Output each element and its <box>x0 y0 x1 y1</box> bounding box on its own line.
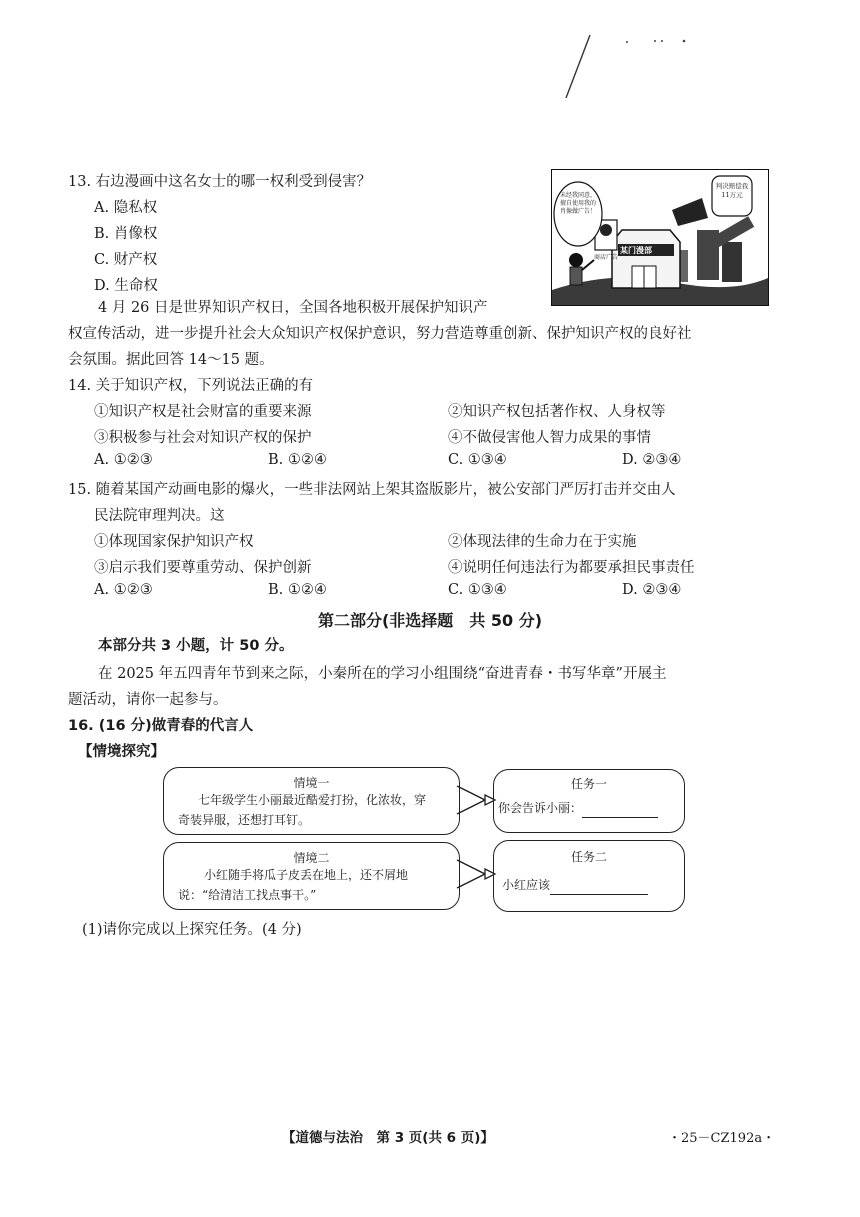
q13-option-b: B. 肖像权 <box>94 226 158 242</box>
part2-intro-2: 题活动，请你一起参与。 <box>68 692 228 708</box>
q15-stem-1: 15. 随着某国产动画电影的爆火，一些非法网站上架其盗版影片，被公安部门严厉打击并交由人 <box>68 482 676 498</box>
q13-option-a: A. 隐私权 <box>94 200 158 216</box>
footer-code: ・25－CZ192a・ <box>668 1131 776 1146</box>
scenario-2-box <box>163 842 460 910</box>
q14-choice-c: C. ①③④ <box>448 452 507 468</box>
part2-heading: 第二部分(非选择题 共 50 分) <box>317 611 543 630</box>
scenario-2-line-2: 说：“给清洁工找点事干。” <box>178 888 317 902</box>
scenario-1-line-2: 奇装异服，还想打耳钉。 <box>178 813 311 827</box>
scenario-1-box <box>163 767 460 835</box>
q15-choice-c: C. ①③④ <box>448 582 507 598</box>
q14-item-3: ③积极参与社会对知识产权的保护 <box>94 430 312 446</box>
q14-item-1: ①知识产权是社会财富的重要来源 <box>94 404 312 420</box>
q13-option-c: C. 财产权 <box>94 252 158 268</box>
part2-note: 本部分共 3 小题，计 50 分。 <box>98 638 294 654</box>
task-2-box <box>493 840 685 912</box>
scenario-2-title: 情境二 <box>293 851 330 865</box>
task-1-box <box>493 769 685 833</box>
q14-stem: 14. 关于知识产权，下列说法正确的有 <box>68 378 314 394</box>
intro-line-3: 会氛围。据此回答 14～15 题。 <box>68 352 274 368</box>
q16-section-label: 【情境探究】 <box>78 744 165 760</box>
q13-cartoon <box>551 169 769 306</box>
cartoon-bubble-left: 未经我同意，擅自使用我的肖像做广告！ <box>560 192 597 215</box>
q14-choice-a: A. ①②③ <box>94 452 153 468</box>
q15-item-4: ④说明任何违法行为都要承担民事责任 <box>448 560 695 576</box>
q14-item-2: ②知识产权包括著作权、人身权等 <box>448 404 666 420</box>
q14-choice-d: D. ②③④ <box>622 452 682 468</box>
q15-item-1: ①体现国家保护知识产权 <box>94 534 254 550</box>
q15-item-2: ②体现法律的生命力在于实施 <box>448 534 637 550</box>
task-2-answer-blank[interactable] <box>550 880 648 895</box>
q15-choice-a: A. ①②③ <box>94 582 153 598</box>
task-1-text: 你会告诉小丽： <box>498 801 583 815</box>
q15-item-3: ③启示我们要尊重劳动、保护创新 <box>94 560 312 576</box>
part2-intro-1: 在 2025 年五四青年节到来之际，小秦所在的学习小组围绕“奋进青春・书写华章”开展主 <box>98 666 667 682</box>
cartoon-poster-label: 商店广告 <box>594 254 619 261</box>
task-2-text: 小红应该 <box>502 878 551 892</box>
q15-choice-b: B. ①②④ <box>268 582 327 598</box>
q15-stem-2: 民法院审理判决。这 <box>94 508 225 524</box>
scenario-1-title: 情境一 <box>293 776 330 790</box>
intro-line-2: 权宣传活动，进一步提升社会大众知识产权保护意识，努力营造尊重创新、保护知识产权的良好社 <box>68 326 692 342</box>
footer-page-info: 【道德与法治 第 3 页(共 6 页)】 <box>282 1130 494 1146</box>
q14-choice-b: B. ①②④ <box>268 452 327 468</box>
q13-stem: 13. 右边漫画中这名女士的哪一权利受到侵害？ <box>68 174 372 190</box>
q14-item-4: ④不做侵害他人智力成果的事情 <box>448 430 651 446</box>
connector-arrows <box>455 778 497 898</box>
scan-mark <box>560 30 700 105</box>
cartoon-sign: 某门漫部 <box>620 245 652 255</box>
q13-option-d: D. 生命权 <box>94 278 158 294</box>
task-1-title: 任务一 <box>570 777 607 791</box>
cartoon-bubble-right: 判决赔偿我11万元 <box>715 182 749 199</box>
intro-line-1: 4 月 26 日是世界知识产权日，全国各地积极开展保护知识产 <box>98 300 488 316</box>
task-1-answer-blank[interactable] <box>582 803 658 818</box>
q16-stem: 16. (16 分)做青春的代言人 <box>68 718 254 734</box>
q15-choice-d: D. ②③④ <box>622 582 682 598</box>
task-2-title: 任务二 <box>570 850 607 864</box>
scenario-1-line-1: 七年级学生小丽最近酷爱打扮，化浓妆，穿 <box>198 793 427 807</box>
q16-sub-1: (1)请你完成以上探究任务。(4 分) <box>82 922 302 938</box>
scenario-2-line-1: 小红随手将瓜子皮丢在地上，还不屑地 <box>204 868 409 882</box>
